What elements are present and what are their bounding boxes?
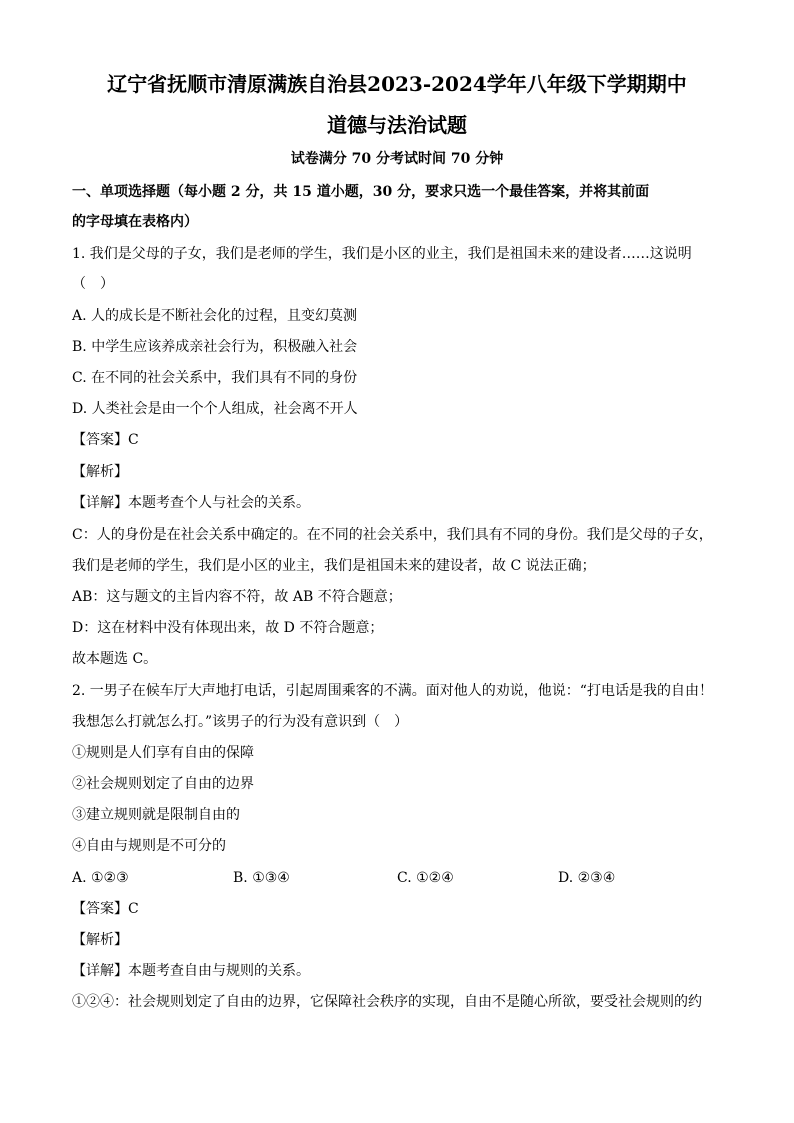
section-heading-line2: 的字母填在表格内） — [72, 214, 198, 230]
q1-explanation-line1: C：人的身份是在社会关系中确定的。在不同的社会关系中，我们具有不同的身份。我们是父母的子女， — [72, 527, 713, 543]
q2-item-4: ④自由与规则是不可分的 — [72, 838, 226, 854]
q1-option-b: B. 中学生应该养成亲社会行为，积极融入社会 — [72, 339, 358, 355]
q2-option-c: C. ①②④ — [397, 870, 454, 886]
q1-option-a: A. 人的成长是不断社会化的过程，且变幻莫测 — [72, 308, 358, 324]
q1-detail: 【详解】本题考查个人与社会的关系。 — [72, 495, 310, 511]
q1-answer: 【答案】C — [72, 432, 139, 448]
q1-stem-line2: （ ） — [72, 276, 114, 292]
q1-stem-line1: 1. 我们是父母的子女，我们是老师的学生，我们是小区的业主，我们是祖国未来的建设者……这说明 — [72, 246, 692, 262]
q2-detail: 【详解】本题考查自由与规则的关系。 — [72, 963, 310, 979]
q1-analysis-label: 【解析】 — [72, 464, 128, 480]
q2-option-a: A. ①②③ — [72, 870, 129, 886]
q2-option-d: D. ②③④ — [558, 870, 616, 886]
q2-stem-line1: 2. 一男子在候车厅大声地打电话，引起周围乘客的不满。面对他人的劝说，他说：“打电话是我的自由！ — [72, 683, 713, 699]
q2-item-1: ①规则是人们享有自由的保障 — [72, 745, 254, 761]
q2-explanation-line1: ①②④：社会规则划定了自由的边界，它保障社会秩序的实现，自由不是随心所欲，要受社会规则的约 — [72, 994, 702, 1010]
q1-conclusion: 故本题选 C。 — [72, 651, 158, 667]
q1-explanation-line3: AB：这与题文的主旨内容不符，故 AB 不符合题意； — [72, 589, 402, 605]
exam-title-line2: 道德与法治试题 — [327, 113, 467, 137]
q1-option-d: D. 人类社会是由一个个人组成，社会离不开人 — [72, 401, 358, 417]
exam-subtitle: 试卷满分 70 分考试时间 70 分钟 — [290, 151, 504, 167]
section-heading-line1: 一、单项选择题（每小题 2 分，共 15 道小题，30 分，要求只选一个最佳答案，并将其前面 — [72, 184, 650, 200]
q2-item-2: ②社会规则划定了自由的边界 — [72, 776, 254, 792]
q2-analysis-label: 【解析】 — [72, 932, 128, 948]
q1-option-c: C. 在不同的社会关系中，我们具有不同的身份 — [72, 370, 358, 386]
exam-title-line1: 辽宁省抚顺市清原满族自治县2023-2024学年八年级下学期期中 — [107, 72, 687, 96]
q1-explanation-line2: 我们是老师的学生，我们是小区的业主，我们是祖国未来的建设者，故 C 说法正确； — [72, 558, 596, 574]
q2-answer: 【答案】C — [72, 901, 139, 917]
q2-stem-line2: 我想怎么打就怎么打。”该男子的行为没有意识到（ ） — [72, 714, 409, 730]
q2-item-3: ③建立规则就是限制自由的 — [72, 807, 240, 823]
q1-explanation-line4: D：这在材料中没有体现出来，故 D 不符合题意； — [72, 620, 384, 636]
q2-option-b: B. ①③④ — [233, 870, 290, 886]
